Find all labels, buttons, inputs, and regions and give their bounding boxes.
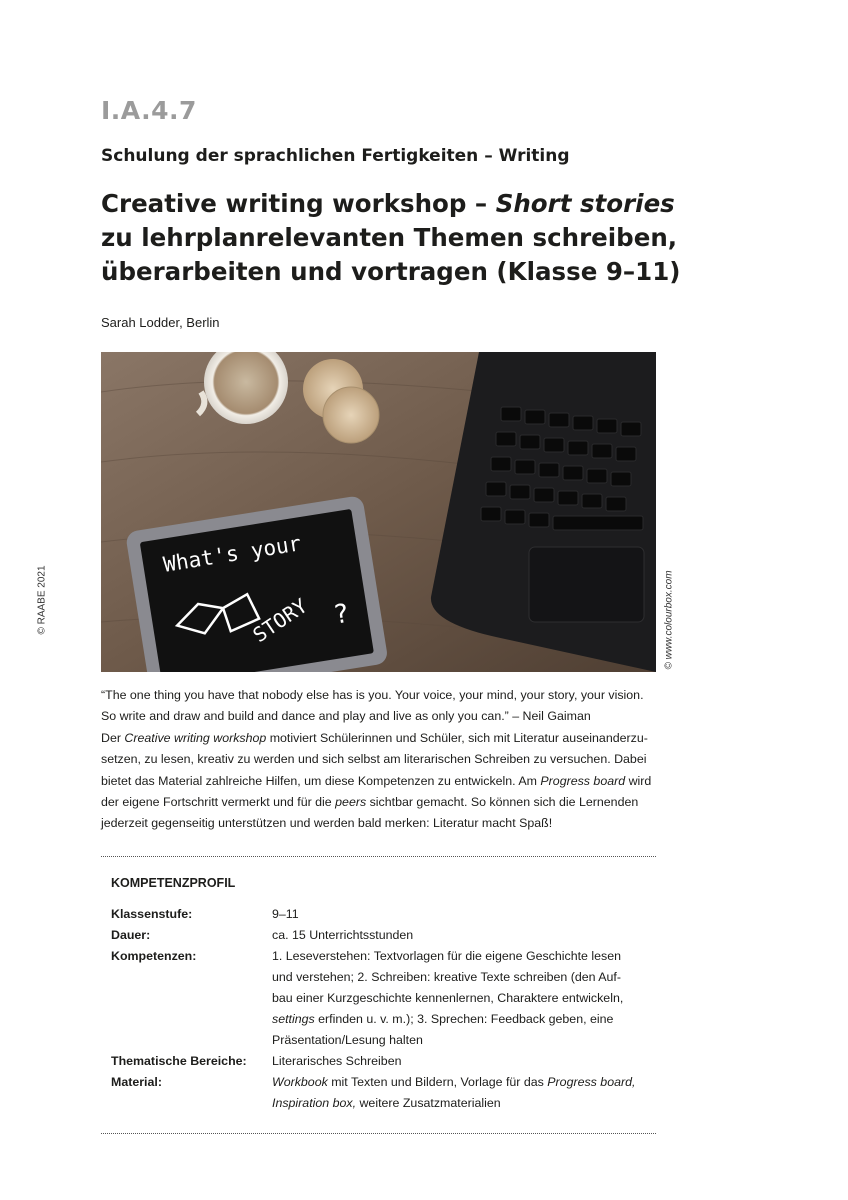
mat-line-1 bbox=[272, 1072, 656, 1093]
profile-value bbox=[272, 1072, 656, 1114]
intro-line-1-a: Der bbox=[101, 730, 125, 745]
intro-line-3-b: Progress board bbox=[540, 773, 626, 788]
profile-heading: KOMPETENZPROFIL bbox=[111, 876, 236, 890]
cover-photo bbox=[101, 352, 656, 672]
photo-credit bbox=[662, 560, 676, 680]
profile-value: 9–11 bbox=[272, 907, 299, 921]
intro-line-3-c: wird bbox=[625, 773, 652, 788]
quote-line-1: “The one thing you have that nobody else has is you. Your voice, your mind, your story, your vision. bbox=[101, 688, 644, 702]
photo-credit-text: © www.colourbox.com bbox=[663, 570, 675, 670]
intro-line-4 bbox=[101, 792, 661, 813]
komp-line-4-b: erfinden u. v. m.); 3. Sprechen: Feedback geben, eine bbox=[314, 1012, 614, 1026]
divider-bottom bbox=[101, 1133, 656, 1134]
copyright-note bbox=[35, 560, 49, 640]
tablet-question-mark: ? bbox=[331, 598, 352, 631]
mat-line-1-b: mit Texten und Bildern, Vorlage für das bbox=[327, 1075, 548, 1089]
competence-profile bbox=[111, 904, 656, 1114]
komp-line-2: und verstehen; 2. Schreiben: kreative Texte schreiben (den Auf- bbox=[272, 970, 621, 984]
divider-top bbox=[101, 856, 656, 857]
intro-line-1-b: Creative writing workshop bbox=[124, 730, 267, 745]
intro-line-2: setzen, zu lesen, kreativ zu werden und sich selbst am literarischen Schreiben zu versuchen. Dabei bbox=[101, 752, 647, 767]
intro-line-4-b: peers bbox=[335, 795, 367, 810]
intro-line-5: jederzeit gegenseitig unterstützen und werden bald merken: Literatur macht Spaß! bbox=[101, 816, 553, 831]
profile-label: Material: bbox=[111, 1075, 162, 1089]
profile-row-kompetenzen bbox=[111, 946, 656, 1051]
copyright-text: © RAABE 2021 bbox=[36, 565, 48, 635]
intro-line-4-c: sichtbar gemacht. So können sich die Lernenden bbox=[366, 795, 639, 810]
intro-line-3-a: bietet das Material zahlreiche Hilfen, um diese Kompetenzen zu entwickeln. Am bbox=[101, 773, 541, 788]
quote-line-2: So write and draw and build and dance and play and live as only you can.” – Neil Gaiman bbox=[101, 709, 591, 724]
komp-line-5: Präsentation/Lesung halten bbox=[272, 1033, 423, 1047]
title-line-1-text: Creative writing workshop – bbox=[101, 189, 496, 218]
title-line-2: zu lehrplanrelevanten Themen schreiben, bbox=[101, 223, 678, 252]
intro-line-4-a: der eigene Fortschritt vermerkt und für die bbox=[101, 795, 336, 810]
mat-line-2-b: weitere Zusatzmaterialien bbox=[356, 1096, 501, 1110]
profile-label: Dauer: bbox=[111, 928, 151, 942]
mat-line-1-c: Progress board, bbox=[547, 1075, 636, 1089]
title-line-1-emphasis: Short stories bbox=[495, 189, 675, 218]
komp-line-4-a: settings bbox=[272, 1012, 315, 1026]
title-line-1 bbox=[101, 187, 741, 221]
title-line-3: überarbeiten und vortragen (Klasse 9–11) bbox=[101, 257, 681, 286]
intro-line-1 bbox=[101, 728, 661, 749]
komp-line-3: bau einer Kurzgeschichte kennenlernen, Charaktere entwickeln, bbox=[272, 991, 624, 1005]
intro-text bbox=[101, 685, 661, 835]
intro-line-1-c: motiviert Schülerinnen und Schüler, sich mit Literatur auseinanderzu- bbox=[266, 730, 648, 745]
tablet-text-line1: What's your bbox=[161, 531, 303, 577]
profile-row-dauer bbox=[111, 925, 656, 946]
mat-line-2 bbox=[272, 1093, 656, 1114]
mat-line-2-a: Inspiration box, bbox=[272, 1096, 357, 1110]
profile-row-klassenstufe bbox=[111, 904, 656, 925]
profile-label: Klassenstufe: bbox=[111, 907, 193, 921]
tablet-text-line2: STORY bbox=[248, 593, 312, 648]
author-line: Sarah Lodder, Berlin bbox=[101, 315, 220, 330]
series-subtitle: Schulung der sprachlichen Fertigkeiten – Writing bbox=[101, 146, 570, 166]
intro-line-3 bbox=[101, 771, 661, 792]
profile-value bbox=[272, 946, 656, 1051]
profile-value: Literarisches Schreiben bbox=[272, 1054, 402, 1068]
unit-code: I.A.4.7 bbox=[101, 96, 197, 125]
komp-line-4 bbox=[272, 1009, 656, 1030]
trackpad bbox=[529, 547, 644, 622]
mat-line-1-a: Workbook bbox=[272, 1075, 328, 1089]
page-title bbox=[101, 187, 741, 289]
profile-row-material bbox=[111, 1072, 656, 1114]
profile-label: Kompetenzen: bbox=[111, 949, 197, 963]
profile-row-themen bbox=[111, 1051, 656, 1072]
profile-label: Thematische Bereiche: bbox=[111, 1054, 247, 1068]
komp-line-1: 1. Leseverstehen: Textvorlagen für die eigene Geschichte lesen bbox=[272, 949, 621, 963]
profile-value: ca. 15 Unterrichtsstunden bbox=[272, 928, 414, 942]
